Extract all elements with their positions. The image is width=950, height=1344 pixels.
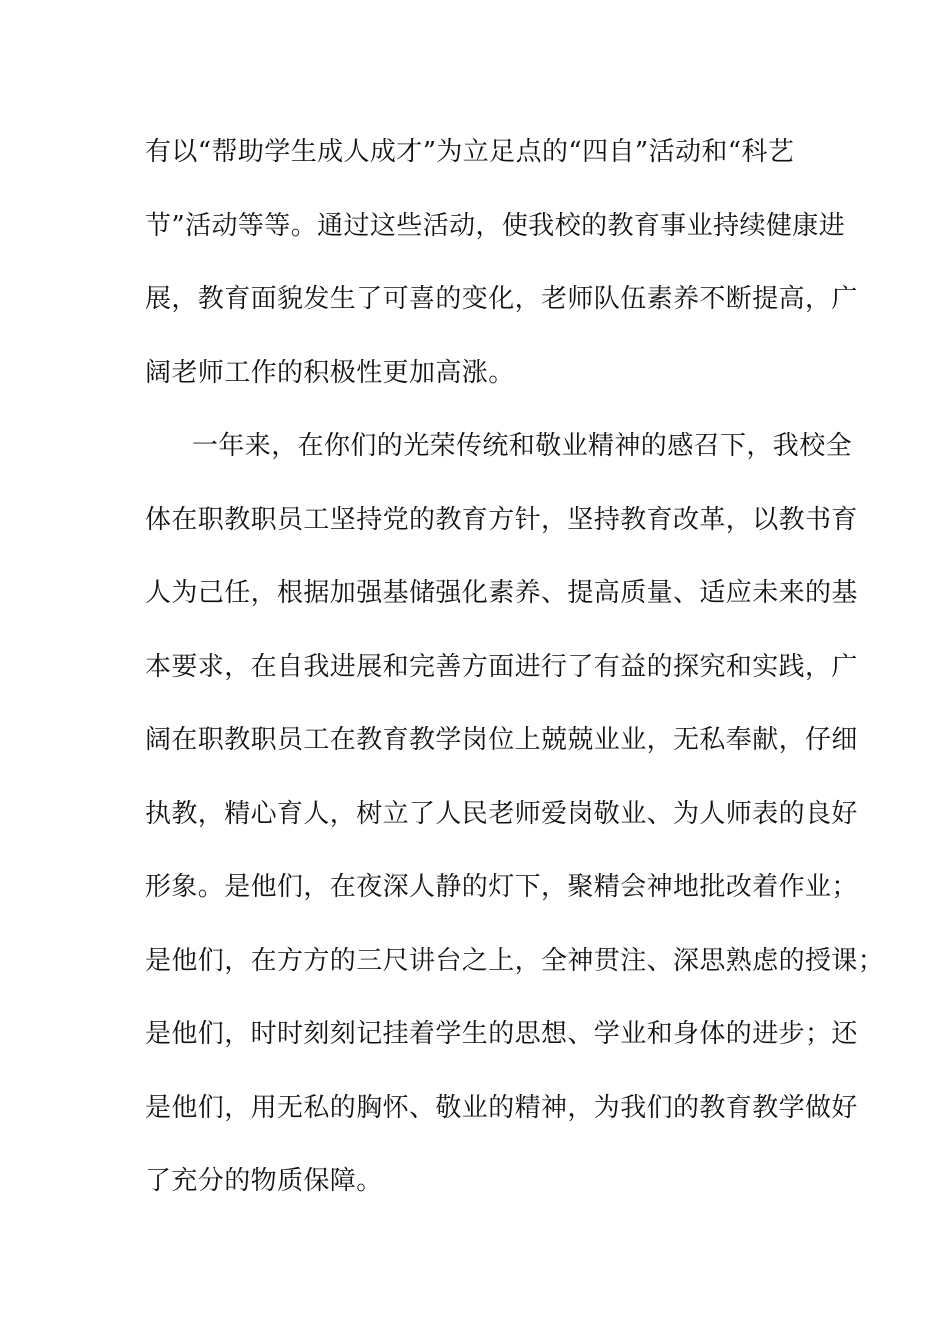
text-line: 一年来，在你们的光荣传统和敬业精神的感召下，我校全 [192,431,853,461]
paragraph-teachers [145,422,885,1205]
text-line: 是他们，时时刻刻记挂着学生的思想、学业和身体的进步；还 [145,1019,858,1049]
text-line: 展，教育面貌发生了可喜的变化，老师队伍素养不断提高，广 [145,284,858,314]
text-line: 体在职教职员工坚持党的教育方针，坚持教育改革，以教书育 [145,504,858,535]
text-line: 阔老师工作的积极性更加高涨。 [145,357,515,388]
text-line: 是他们，用无私的胸怀、敬业的精神，为我们的教育教学做好 [145,1092,858,1123]
paragraph-continued [145,128,858,397]
text-line: 执教，精心育人，树立了人民老师爱岗敬业、为人师表的良好 [145,798,858,829]
text-line: 人为己任，根据加强基储强化素养、提高质量、适应未来的基 [145,578,858,608]
body-text [145,128,885,1231]
text-line: 了充分的物质保障。 [145,1166,383,1196]
text-line: 有以“帮助学生成人成才”为立足点的“四自”活动和“科艺 [145,137,795,167]
text-line: 本要求，在自我进展和完善方面进行了有益的探究和实践，广 [145,651,858,682]
text-line: 形象。是他们，在夜深人静的灯下，聚精会神地批改着作业； [145,872,858,902]
text-line: 是他们，在方方的三尺讲台之上，全神贯注、深思熟虑的授课； [145,945,885,976]
text-line: 阔在职教职员工在教育教学岗位上兢兢业业，无私奉献，仔细 [145,725,858,755]
text-line: 节”活动等等。通过这些活动，使我校的教育事业持续健康进 [145,210,846,241]
